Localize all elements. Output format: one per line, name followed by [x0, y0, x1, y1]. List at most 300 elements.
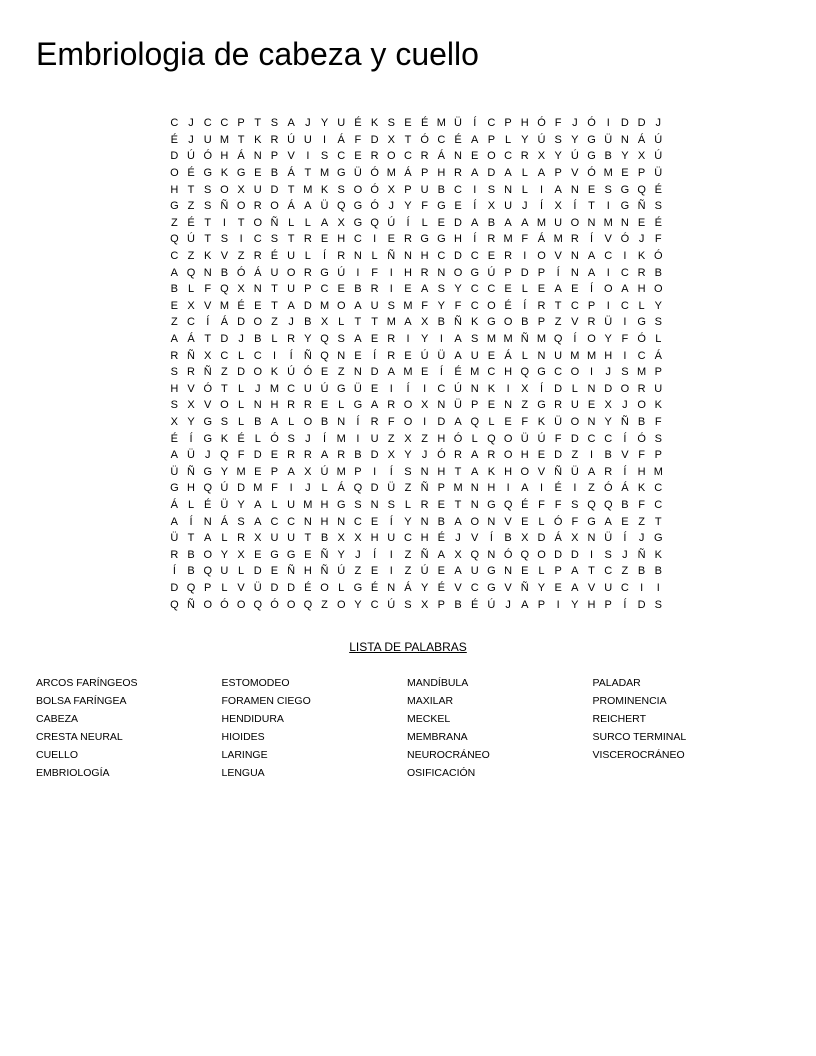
grid-cell: X: [237, 283, 245, 296]
grid-cell: K: [654, 399, 662, 412]
grid-cell: I: [323, 133, 327, 146]
grid-cell: I: [423, 415, 427, 428]
grid-cell: O: [570, 415, 580, 428]
grid-cell: Z: [404, 565, 412, 578]
grid-cell: Á: [404, 581, 412, 594]
grid-cell: U: [287, 498, 296, 511]
grid-cell: B: [187, 548, 195, 561]
grid-cell: Í: [439, 366, 443, 379]
grid-cell: I: [606, 266, 610, 279]
grid-cell: E: [521, 515, 529, 528]
grid-cell: T: [204, 233, 212, 246]
grid-row: [166, 314, 662, 331]
grid-cell: E: [387, 233, 395, 246]
grid-cell: R: [570, 233, 579, 246]
grid-cell: S: [204, 183, 212, 196]
grid-cell: X: [554, 200, 562, 213]
grid-cell: N: [253, 283, 262, 296]
grid-cell: E: [254, 167, 262, 180]
grid-cell: D: [237, 316, 246, 329]
grid-cell: S: [270, 233, 279, 246]
grid-cell: K: [204, 250, 212, 263]
grid-cell: R: [303, 266, 312, 279]
grid-cell: Á: [404, 167, 412, 180]
grid-cell: L: [538, 515, 545, 528]
grid-cell: J: [572, 117, 578, 130]
grid-cell: F: [237, 449, 245, 462]
grid-cell: R: [337, 449, 346, 462]
grid-cell: Ú: [320, 382, 329, 395]
grid-cell: X: [387, 133, 395, 146]
grid-cell: Í: [523, 299, 527, 312]
grid-cell: L: [238, 399, 245, 412]
grid-cell: U: [604, 581, 613, 594]
grid-cell: R: [270, 133, 279, 146]
grid-row: [166, 414, 662, 431]
grid-cell: R: [637, 266, 646, 279]
grid-cell: Q: [220, 449, 229, 462]
grid-cell: M: [570, 349, 580, 362]
grid-cell: Ó: [203, 150, 212, 163]
grid-cell: E: [320, 399, 329, 412]
grid-cell: E: [437, 565, 446, 578]
grid-cell: Ñ: [554, 465, 563, 478]
grid-cell: Ü: [604, 133, 613, 146]
grid-cell: H: [504, 465, 513, 478]
grid-cell: X: [604, 399, 612, 412]
grid-row: [166, 430, 662, 447]
grid-cell: Á: [187, 333, 195, 346]
grid-cell: P: [270, 150, 279, 163]
grid-cell: Ü: [253, 581, 262, 594]
grid-cell: M: [386, 167, 396, 180]
grid-cell: U: [554, 216, 563, 229]
grid-cell: C: [487, 366, 496, 379]
grid-cell: Ó: [654, 250, 663, 263]
grid-cell: A: [387, 366, 395, 379]
grid-cell: O: [570, 216, 580, 229]
grid-cell: Ñ: [203, 366, 212, 379]
grid-cell: X: [387, 183, 395, 196]
grid-row: [166, 231, 662, 248]
grid-cell: E: [437, 216, 446, 229]
word-item: MAXILAR: [407, 695, 454, 707]
grid-cell: Q: [186, 581, 196, 594]
grid-cell: H: [520, 449, 529, 462]
grid-cell: G: [487, 565, 496, 578]
grid-cell: Í: [406, 216, 410, 229]
grid-cell: A: [287, 117, 295, 130]
grid-row: [166, 198, 662, 215]
grid-row: [166, 215, 662, 232]
grid-cell: D: [237, 482, 246, 495]
grid-cell: L: [571, 382, 578, 395]
word-item: PALADAR: [592, 677, 641, 689]
grid-cell: M: [253, 482, 263, 495]
grid-cell: U: [504, 200, 513, 213]
grid-cell: Í: [373, 548, 377, 561]
grid-cell: Í: [473, 233, 477, 246]
grid-cell: A: [504, 167, 512, 180]
grid-cell: S: [654, 598, 662, 611]
grid-cell: A: [304, 200, 312, 213]
grid-cell: Y: [220, 465, 229, 478]
word-item: HENDIDURA: [221, 713, 284, 725]
grid-cell: J: [505, 598, 511, 611]
grid-cell: I: [356, 266, 360, 279]
grid-cell: G: [437, 233, 446, 246]
grid-cell: R: [504, 250, 513, 263]
grid-cell: I: [356, 432, 360, 445]
grid-cell: Í: [323, 250, 327, 263]
grid-cell: B: [504, 532, 512, 545]
grid-cell: I: [406, 333, 410, 346]
grid-cell: L: [655, 333, 662, 346]
grid-cell: H: [637, 465, 646, 478]
grid-cell: D: [237, 366, 246, 379]
grid-cell: U: [303, 382, 312, 395]
grid-cell: D: [487, 167, 496, 180]
grid-cell: A: [354, 299, 362, 312]
grid-cell: H: [370, 532, 379, 545]
grid-cell: E: [254, 465, 262, 478]
grid-cell: R: [537, 299, 546, 312]
grid-cell: B: [521, 316, 529, 329]
grid-cell: N: [470, 382, 479, 395]
grid-cell: E: [370, 382, 379, 395]
grid-cell: X: [521, 382, 529, 395]
grid-cell: Y: [404, 449, 412, 462]
grid-cell: G: [537, 399, 546, 412]
grid-cell: R: [337, 250, 346, 263]
grid-cell: R: [420, 150, 429, 163]
grid-cell: É: [521, 498, 529, 511]
word-column: [407, 674, 593, 782]
grid-cell: Í: [389, 465, 393, 478]
grid-cell: O: [286, 598, 296, 611]
grid-cell: H: [320, 498, 329, 511]
grid-cell: É: [170, 133, 179, 146]
grid-cell: X: [237, 548, 245, 561]
grid-cell: A: [170, 333, 179, 346]
grid-cell: I: [556, 598, 560, 611]
grid-cell: K: [537, 415, 546, 428]
grid-cell: É: [554, 482, 562, 495]
grid-cell: B: [604, 150, 612, 163]
grid-cell: X: [337, 532, 345, 545]
grid-cell: G: [353, 399, 363, 412]
grid-cell: Í: [590, 233, 594, 246]
grid-cell: R: [287, 399, 296, 412]
word-item: LENGUA: [221, 767, 265, 779]
grid-cell: Q: [220, 283, 229, 296]
grid-cell: Á: [437, 150, 446, 163]
grid-cell: X: [571, 532, 579, 545]
grid-cell: I: [590, 548, 594, 561]
grid-cell: I: [423, 382, 427, 395]
grid-cell: E: [370, 565, 379, 578]
grid-cell: C: [270, 515, 279, 528]
grid-cell: Q: [553, 333, 563, 346]
grid-cell: S: [471, 333, 479, 346]
grid-cell: M: [637, 366, 647, 379]
grid-cell: V: [571, 316, 579, 329]
grid-cell: R: [487, 449, 496, 462]
grid-cell: Z: [187, 250, 195, 263]
grid-cell: T: [588, 200, 595, 213]
grid-cell: T: [287, 233, 295, 246]
grid-cell: D: [570, 548, 579, 561]
grid-cell: C: [504, 150, 513, 163]
grid-cell: Z: [571, 449, 579, 462]
grid-cell: N: [420, 515, 429, 528]
grid-cell: Z: [521, 399, 529, 412]
grid-cell: S: [437, 283, 446, 296]
grid-cell: L: [221, 532, 228, 545]
grid-cell: R: [370, 150, 379, 163]
grid-cell: E: [487, 399, 496, 412]
grid-cell: Á: [337, 133, 345, 146]
grid-cell: É: [354, 117, 362, 130]
grid-cell: G: [487, 581, 496, 594]
grid-cell: P: [437, 598, 446, 611]
grid-cell: F: [638, 449, 645, 462]
grid-cell: O: [487, 150, 496, 163]
grid-cell: M: [536, 216, 547, 229]
grid-cell: Y: [437, 299, 446, 312]
grid-cell: O: [470, 515, 479, 528]
grid-cell: A: [587, 465, 596, 478]
grid-cell: E: [554, 581, 562, 594]
grid-row: [166, 447, 662, 464]
grid-cell: Í: [556, 266, 560, 279]
grid-cell: Ú: [454, 382, 462, 395]
grid-cell: Ú: [337, 565, 346, 578]
grid-cell: Z: [588, 482, 595, 495]
grid-cell: Q: [587, 498, 596, 511]
grid-cell: R: [237, 532, 246, 545]
grid-cell: H: [437, 167, 446, 180]
grid-cell: P: [471, 399, 479, 412]
grid-cell: C: [470, 283, 479, 296]
grid-cell: E: [587, 183, 596, 196]
grid-cell: Ü: [170, 532, 179, 545]
grid-cell: Í: [289, 349, 293, 362]
grid-cell: Ó: [587, 167, 596, 180]
grid-cell: J: [188, 133, 194, 146]
grid-cell: T: [204, 216, 212, 229]
grid-cell: G: [336, 382, 346, 395]
grid-cell: G: [437, 200, 446, 213]
grid-row: [166, 480, 663, 497]
grid-cell: F: [521, 415, 529, 428]
grid-cell: Q: [170, 598, 179, 611]
grid-cell: D: [454, 216, 462, 229]
grid-cell: X: [521, 532, 529, 545]
grid-cell: Í: [356, 415, 360, 428]
grid-cell: K: [637, 250, 646, 263]
grid-cell: C: [437, 133, 446, 146]
grid-cell: Ü: [353, 167, 362, 180]
grid-cell: U: [570, 399, 579, 412]
grid-cell: G: [353, 200, 363, 213]
grid-cell: M: [470, 366, 480, 379]
grid-cell: Q: [320, 349, 329, 362]
grid-cell: Ú: [487, 266, 496, 279]
grid-cell: D: [370, 133, 379, 146]
grid-cell: T: [187, 183, 195, 196]
grid-cell: F: [271, 482, 278, 495]
grid-cell: Ú: [387, 598, 396, 611]
grid-cell: R: [170, 548, 179, 561]
grid-cell: Ü: [320, 200, 329, 213]
grid-cell: R: [387, 349, 396, 362]
grid-cell: Y: [521, 133, 529, 146]
grid-cell: K: [487, 465, 496, 478]
grid-cell: C: [470, 299, 479, 312]
grid-cell: Ü: [187, 449, 195, 462]
grid-cell: A: [404, 316, 412, 329]
grid-cell: Ó: [203, 382, 212, 395]
grid-cell: Í: [189, 432, 193, 445]
grid-cell: C: [637, 349, 646, 362]
grid-cell: I: [623, 349, 627, 362]
grid-cell: Z: [554, 316, 562, 329]
grid-cell: H: [504, 366, 513, 379]
grid-cell: X: [420, 399, 429, 412]
grid-cell: E: [504, 283, 512, 296]
grid-cell: A: [554, 283, 562, 296]
grid-cell: Y: [604, 415, 612, 428]
grid-cell: E: [487, 250, 496, 263]
grid-cell: P: [404, 183, 412, 196]
grid-cell: S: [237, 515, 245, 528]
grid-cell: O: [220, 399, 229, 412]
grid-cell: Ú: [387, 216, 396, 229]
grid-cell: H: [170, 382, 179, 395]
grid-cell: L: [304, 216, 311, 229]
grid-cell: M: [536, 333, 547, 346]
grid-cell: Z: [421, 432, 429, 445]
grid-cell: I: [373, 465, 377, 478]
grid-cell: M: [336, 432, 346, 445]
grid-cell: R: [370, 283, 379, 296]
grid-cell: D: [170, 581, 179, 594]
grid-cell: F: [621, 333, 629, 346]
grid-cell: B: [604, 449, 612, 462]
grid-cell: C: [220, 349, 229, 362]
grid-cell: P: [554, 565, 562, 578]
grid-cell: O: [487, 299, 496, 312]
grid-cell: I: [222, 216, 226, 229]
grid-cell: C: [287, 382, 296, 395]
word-item: CABEZA: [36, 713, 79, 725]
grid-cell: O: [336, 598, 346, 611]
grid-cell: O: [620, 382, 630, 395]
grid-row: [166, 181, 662, 198]
grid-cell: Í: [590, 283, 594, 296]
grid-cell: F: [571, 515, 579, 528]
grid-cell: O: [587, 333, 596, 346]
grid-cell: T: [654, 515, 662, 528]
grid-cell: K: [654, 548, 662, 561]
grid-cell: V: [204, 399, 212, 412]
grid-cell: L: [521, 167, 528, 180]
grid-cell: I: [473, 183, 477, 196]
grid-cell: M: [386, 316, 396, 329]
grid-cell: Z: [170, 316, 178, 329]
grid-cell: C: [370, 598, 379, 611]
grid-cell: Ü: [604, 316, 613, 329]
grid-cell: L: [238, 415, 245, 428]
grid-cell: V: [237, 581, 245, 594]
grid-cell: L: [538, 565, 545, 578]
grid-cell: R: [587, 316, 596, 329]
grid-cell: N: [587, 382, 596, 395]
grid-cell: X: [254, 532, 262, 545]
grid-cell: C: [403, 150, 412, 163]
grid-cell: A: [471, 167, 479, 180]
grid-cell: T: [554, 299, 562, 312]
word-item: ESTOMODEO: [221, 677, 290, 689]
grid-cell: N: [620, 133, 629, 146]
grid-cell: É: [304, 581, 312, 594]
grid-cell: Á: [287, 200, 295, 213]
grid-cell: R: [604, 465, 613, 478]
grid-cell: M: [503, 233, 513, 246]
grid-cell: F: [454, 299, 462, 312]
grid-cell: D: [303, 299, 312, 312]
grid-cell: Z: [237, 250, 245, 263]
grid-cell: L: [238, 565, 245, 578]
grid-cell: S: [220, 233, 229, 246]
grid-cell: I: [590, 366, 594, 379]
grid-cell: J: [622, 399, 628, 412]
grid-cell: D: [637, 117, 646, 130]
grid-cell: D: [170, 150, 179, 163]
grid-cell: É: [471, 598, 479, 611]
grid-cell: I: [389, 548, 393, 561]
grid-cell: Á: [537, 233, 546, 246]
grid-cell: F: [654, 233, 662, 246]
grid-cell: Á: [220, 515, 229, 528]
word-item: BOLSA FARÍNGEA: [36, 695, 127, 707]
grid-cell: A: [287, 299, 295, 312]
grid-cell: E: [254, 548, 262, 561]
grid-cell: D: [637, 598, 646, 611]
grid-cell: A: [420, 283, 429, 296]
grid-cell: M: [453, 482, 463, 495]
grid-cell: Í: [623, 532, 627, 545]
grid-cell: O: [253, 316, 263, 329]
grid-cell: X: [404, 432, 412, 445]
grid-cell: S: [387, 117, 395, 130]
grid-cell: A: [320, 449, 329, 462]
grid-cell: S: [654, 432, 662, 445]
grid-cell: Z: [221, 366, 228, 379]
grid-cell: S: [320, 150, 329, 163]
grid-cell: Y: [554, 150, 562, 163]
grid-cell: M: [236, 465, 246, 478]
grid-cell: O: [253, 366, 263, 379]
grid-cell: Á: [337, 482, 345, 495]
grid-cell: A: [471, 216, 479, 229]
grid-cell: S: [404, 465, 412, 478]
grid-cell: D: [520, 266, 529, 279]
grid-cell: U: [554, 349, 563, 362]
grid-cell: Ó: [420, 133, 429, 146]
grid-cell: P: [637, 167, 646, 180]
